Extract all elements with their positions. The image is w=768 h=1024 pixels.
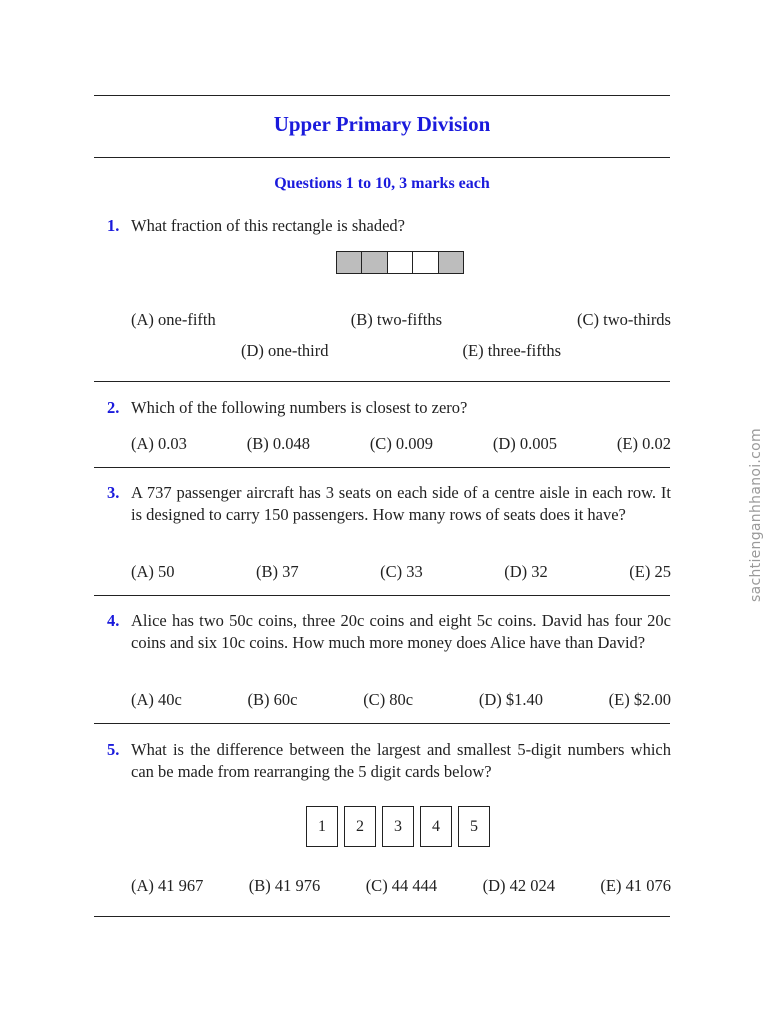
- question-text-3: A 737 passenger aircraft has 3 seats on each side of a centre aisle in each row. It is designed to carry 150 passengers. How many rows of seats does it have?: [131, 483, 671, 524]
- question-text-2: Which of the following numbers is closest to zero?: [131, 398, 468, 417]
- digit-card: 4: [420, 806, 452, 847]
- option-c[interactable]: (C) two-thirds: [577, 310, 671, 329]
- option-c[interactable]: (C) 0.009: [369, 434, 434, 453]
- option-b[interactable]: (B) two-fifths: [350, 310, 442, 329]
- option-c[interactable]: (C) 44 444: [365, 876, 438, 895]
- rectangle-cell: [439, 252, 463, 273]
- question-text-4: Alice has two 50c coins, three 20c coins and eight 5c coins. David has four 20c coins and six 10c coins. How much more money does Alice have than David?: [131, 611, 671, 652]
- shaded-rectangle-figure: [336, 251, 464, 274]
- rectangle-cell: [362, 252, 387, 273]
- option-b[interactable]: (B) 41 976: [248, 876, 321, 895]
- option-a[interactable]: (A) one-fifth: [131, 310, 216, 329]
- option-d[interactable]: (D) 0.005: [492, 434, 558, 453]
- option-c[interactable]: (C) 33: [380, 562, 423, 581]
- question-number-5: 5.: [107, 740, 120, 759]
- divider: [94, 467, 670, 468]
- answer-options-5: [131, 876, 671, 896]
- option-b[interactable]: (B) 37: [256, 562, 299, 581]
- answer-options-4: [131, 690, 671, 710]
- divider: [94, 595, 670, 596]
- option-a[interactable]: (A) 50: [131, 562, 175, 581]
- option-d[interactable]: (D) one-third: [241, 341, 329, 360]
- page-title: Upper Primary Division: [273, 112, 491, 136]
- watermark: sachtienganhhanoi.com: [748, 428, 764, 602]
- option-a[interactable]: (A) 40c: [131, 690, 182, 709]
- digit-card: 1: [306, 806, 338, 847]
- option-b[interactable]: (B) 60c: [247, 690, 298, 709]
- option-c[interactable]: (C) 80c: [363, 690, 414, 709]
- title-rule: [94, 157, 670, 158]
- option-e[interactable]: (E) $2.00: [608, 690, 671, 709]
- question-number-1: 1.: [107, 216, 120, 235]
- divider: [94, 381, 670, 382]
- question-number-4: 4.: [107, 611, 120, 630]
- digit-card: 2: [344, 806, 376, 847]
- digit-card: 3: [382, 806, 414, 847]
- answer-options-3: [131, 562, 671, 582]
- option-d[interactable]: (D) 42 024: [482, 876, 555, 895]
- question-text-1: What fraction of this rectangle is shaded?: [131, 216, 405, 235]
- question-text-5: What is the difference between the largest and smallest 5-digit numbers which can be made from rearranging the 5 digit cards below?: [131, 740, 671, 781]
- top-rule: [94, 95, 670, 96]
- option-a[interactable]: (A) 41 967: [131, 876, 204, 895]
- option-e[interactable]: (E) 41 076: [600, 876, 671, 895]
- option-d[interactable]: (D) $1.40: [478, 690, 543, 709]
- divider: [94, 723, 670, 724]
- digit-card: 5: [458, 806, 490, 847]
- rectangle-cell: [337, 252, 362, 273]
- question-number-3: 3.: [107, 483, 120, 502]
- divider: [94, 916, 670, 917]
- option-e[interactable]: (E) three-fifths: [462, 341, 561, 360]
- answer-options-1a: [131, 310, 671, 330]
- digit-cards: [306, 806, 490, 847]
- rectangle-cell: [413, 252, 438, 273]
- option-a[interactable]: (A) 0.03: [131, 434, 187, 453]
- option-e[interactable]: (E) 25: [629, 562, 671, 581]
- option-b[interactable]: (B) 0.048: [246, 434, 310, 453]
- answer-options-1b: [241, 341, 561, 361]
- answer-options-2: [131, 434, 671, 454]
- option-d[interactable]: (D) 32: [504, 562, 548, 581]
- question-number-2: 2.: [107, 398, 120, 417]
- option-e[interactable]: (E) 0.02: [616, 434, 671, 453]
- rectangle-cell: [388, 252, 413, 273]
- section-subtitle: Questions 1 to 10, 3 marks each: [274, 175, 490, 192]
